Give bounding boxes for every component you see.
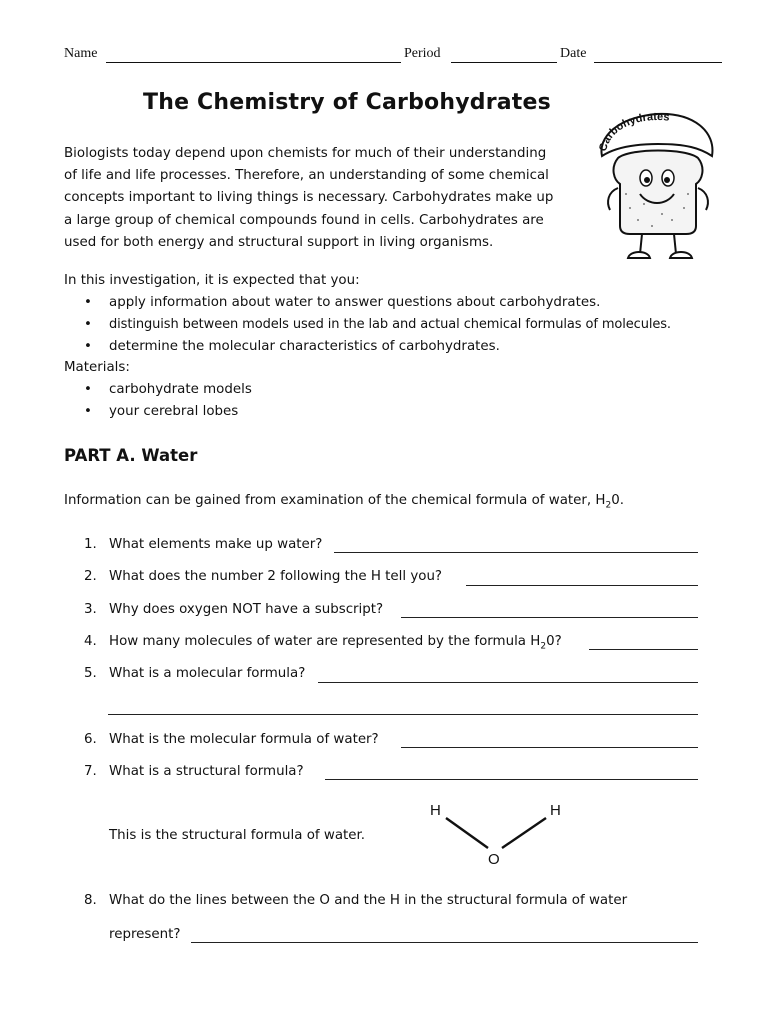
name-field[interactable] [106,62,401,63]
name-label: Name [64,46,98,61]
intro-line: of life and life processes. Therefore, an understanding of some chemical [64,168,549,184]
answer-line-8[interactable] [191,942,698,943]
materials-list: • carbohydrate models • your cerebral lobes [84,382,252,419]
water-structural-formula [424,796,574,870]
bread-slice-mascot-icon [596,108,720,268]
bullet-icon: • [84,382,92,397]
answer-line-5[interactable] [318,682,698,683]
answer-line-3[interactable] [401,617,698,618]
hydrogen-atom-label: H [430,802,441,819]
intro-line: concepts important to living things is necessary. Carbohydrates make up [64,190,554,206]
period-label: Period [404,46,441,61]
structural-formula-caption: This is the structural formula of water. [109,828,366,843]
intro-line: used for both energy and structural support in living organisms. [64,234,494,250]
part-a-heading: PART A. Water [64,446,198,465]
date-label: Date [560,46,587,61]
mascot-hat-text: Carbohydrates [597,110,671,153]
answer-line-6[interactable] [401,747,698,748]
intro-line: Biologists today depend upon chemists for much of their understanding [64,146,547,161]
bullet-icon: • [84,317,92,332]
answer-line-7[interactable] [325,779,698,780]
answer-line-1[interactable] [334,552,698,553]
answer-line-4[interactable] [589,649,698,650]
period-field[interactable] [451,62,557,63]
answer-line-2[interactable] [466,585,698,586]
oxygen-atom-label: O [488,851,500,868]
bullet-icon: • [84,404,92,419]
answer-line-5b[interactable] [108,714,698,715]
hydrogen-atom-label: H [550,802,561,819]
date-field[interactable] [594,62,722,63]
expectations-list: • apply information about water to answer questions about carbohydrates. • distinguish between models used in the lab and actual chemical formulas of molecules. • determine the molecular characteristics of carbohydrates. [84,295,671,354]
bond-line [502,818,546,848]
intro-paragraph [64,143,594,254]
bond-line [446,818,488,848]
expectations-intro: In this investigation, it is expected that you: [64,273,360,288]
page-title: The Chemistry of Carbohydrates [143,90,551,115]
intro-line: a large group of chemical compounds found in cells. Carbohydrates are [64,212,544,228]
student-info-header [64,46,724,66]
bullet-icon: • [84,339,92,354]
bullet-icon: • [84,295,92,310]
materials-label: Materials: [64,360,130,375]
part-a-intro: Information can be gained from examination of the chemical formula of water, $H_20$. [64,493,624,511]
